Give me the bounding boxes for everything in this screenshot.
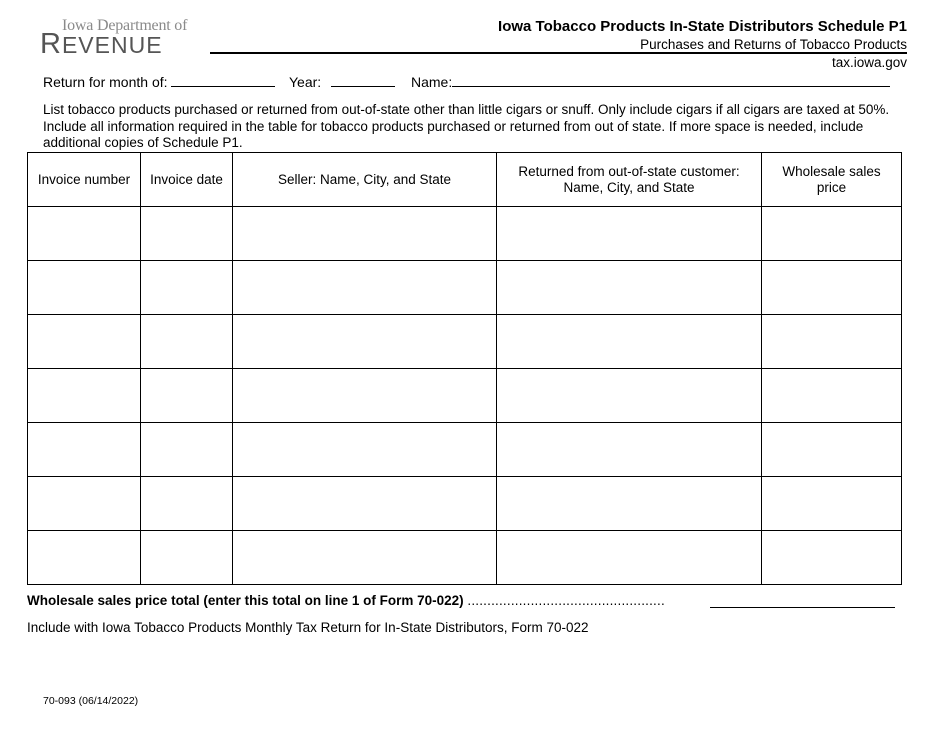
table-row — [28, 261, 902, 315]
cell-returned-from[interactable] — [497, 477, 762, 531]
table-row — [28, 207, 902, 261]
cell-wholesale-price[interactable] — [762, 531, 902, 585]
cell-invoice-date[interactable] — [141, 477, 233, 531]
cell-returned-from[interactable] — [497, 423, 762, 477]
website-text: tax.iowa.gov — [831, 55, 907, 70]
instructions-text: List tobacco products purchased or returned from out-of-state other than little cigars or snuff. Only include cigars if all cigars are taxed at 50%. Include all information required in the table for tobacco products purchased or returned from out of state. If more space is needed, include additional copies of Schedule P1. — [43, 102, 890, 150]
form-subtitle: Purchases and Returns of Tobacco Products — [640, 37, 907, 52]
cell-invoice-date[interactable] — [141, 207, 233, 261]
cell-invoice-number[interactable] — [28, 207, 141, 261]
cell-invoice-date[interactable] — [141, 261, 233, 315]
cell-invoice-date[interactable] — [141, 423, 233, 477]
name-input[interactable] — [452, 72, 890, 87]
total-label: Wholesale sales price total (enter this total on line 1 of Form 70-022) — [27, 593, 464, 608]
cell-invoice-date[interactable] — [141, 531, 233, 585]
cell-seller[interactable] — [233, 423, 497, 477]
cell-invoice-date[interactable] — [141, 315, 233, 369]
cell-invoice-number[interactable] — [28, 477, 141, 531]
year-label: Year: — [289, 74, 322, 90]
cell-wholesale-price[interactable] — [762, 207, 902, 261]
form-title: Iowa Tobacco Products In-State Distributors Schedule P1 — [498, 18, 907, 35]
table-header-row — [28, 153, 902, 207]
cell-returned-from[interactable] — [497, 261, 762, 315]
cell-wholesale-price[interactable] — [762, 477, 902, 531]
year-input[interactable] — [331, 72, 395, 87]
cell-invoice-number[interactable] — [28, 369, 141, 423]
logo-department-text: Iowa Department of — [62, 17, 188, 34]
cell-returned-from[interactable] — [497, 315, 762, 369]
month-label: Return for month of: — [43, 74, 168, 90]
header-returned-from: Returned from out-of-state customer: Name, City, and State — [497, 153, 762, 207]
table-row — [28, 315, 902, 369]
cell-invoice-number[interactable] — [28, 315, 141, 369]
cell-wholesale-price[interactable] — [762, 261, 902, 315]
name-field — [411, 72, 890, 90]
header-wholesale-price: Wholesale sales price — [762, 153, 902, 207]
table-row — [28, 477, 902, 531]
year-field — [289, 72, 395, 90]
cell-wholesale-price[interactable] — [762, 315, 902, 369]
cell-seller[interactable] — [233, 531, 497, 585]
header-rule — [210, 52, 907, 54]
cell-wholesale-price[interactable] — [762, 423, 902, 477]
name-label: Name: — [411, 74, 453, 90]
total-row — [27, 593, 665, 608]
cell-invoice-number[interactable] — [28, 531, 141, 585]
logo-revenue-rest: EVENUE — [61, 32, 163, 58]
schedule-table — [27, 152, 902, 585]
cell-invoice-number[interactable] — [28, 261, 141, 315]
header-seller: Seller: Name, City, and State — [233, 153, 497, 207]
table-row — [28, 423, 902, 477]
header-invoice-date: Invoice date — [141, 153, 233, 207]
iowa-revenue-logo — [40, 17, 205, 59]
total-input[interactable] — [710, 607, 895, 608]
cell-seller[interactable] — [233, 477, 497, 531]
table-row — [28, 369, 902, 423]
table-row — [28, 531, 902, 585]
cell-wholesale-price[interactable] — [762, 369, 902, 423]
include-note: Include with Iowa Tobacco Products Monthly Tax Return for In-State Distributors, Form 70-022 — [27, 620, 589, 635]
form-id: 70-093 (06/14/2022) — [43, 695, 139, 707]
cell-returned-from[interactable] — [497, 531, 762, 585]
cell-invoice-date[interactable] — [141, 369, 233, 423]
logo-revenue-text — [40, 28, 163, 61]
cell-invoice-number[interactable] — [28, 423, 141, 477]
logo-revenue-initial: R — [40, 28, 62, 60]
cell-seller[interactable] — [233, 369, 497, 423]
cell-returned-from[interactable] — [497, 207, 762, 261]
month-input[interactable] — [171, 72, 275, 87]
cell-returned-from[interactable] — [497, 369, 762, 423]
month-field — [43, 72, 275, 90]
cell-seller[interactable] — [233, 261, 497, 315]
total-leader-dots: .................................................. — [467, 593, 665, 608]
cell-seller[interactable] — [233, 207, 497, 261]
cell-seller[interactable] — [233, 315, 497, 369]
header-invoice-number: Invoice number — [28, 153, 141, 207]
